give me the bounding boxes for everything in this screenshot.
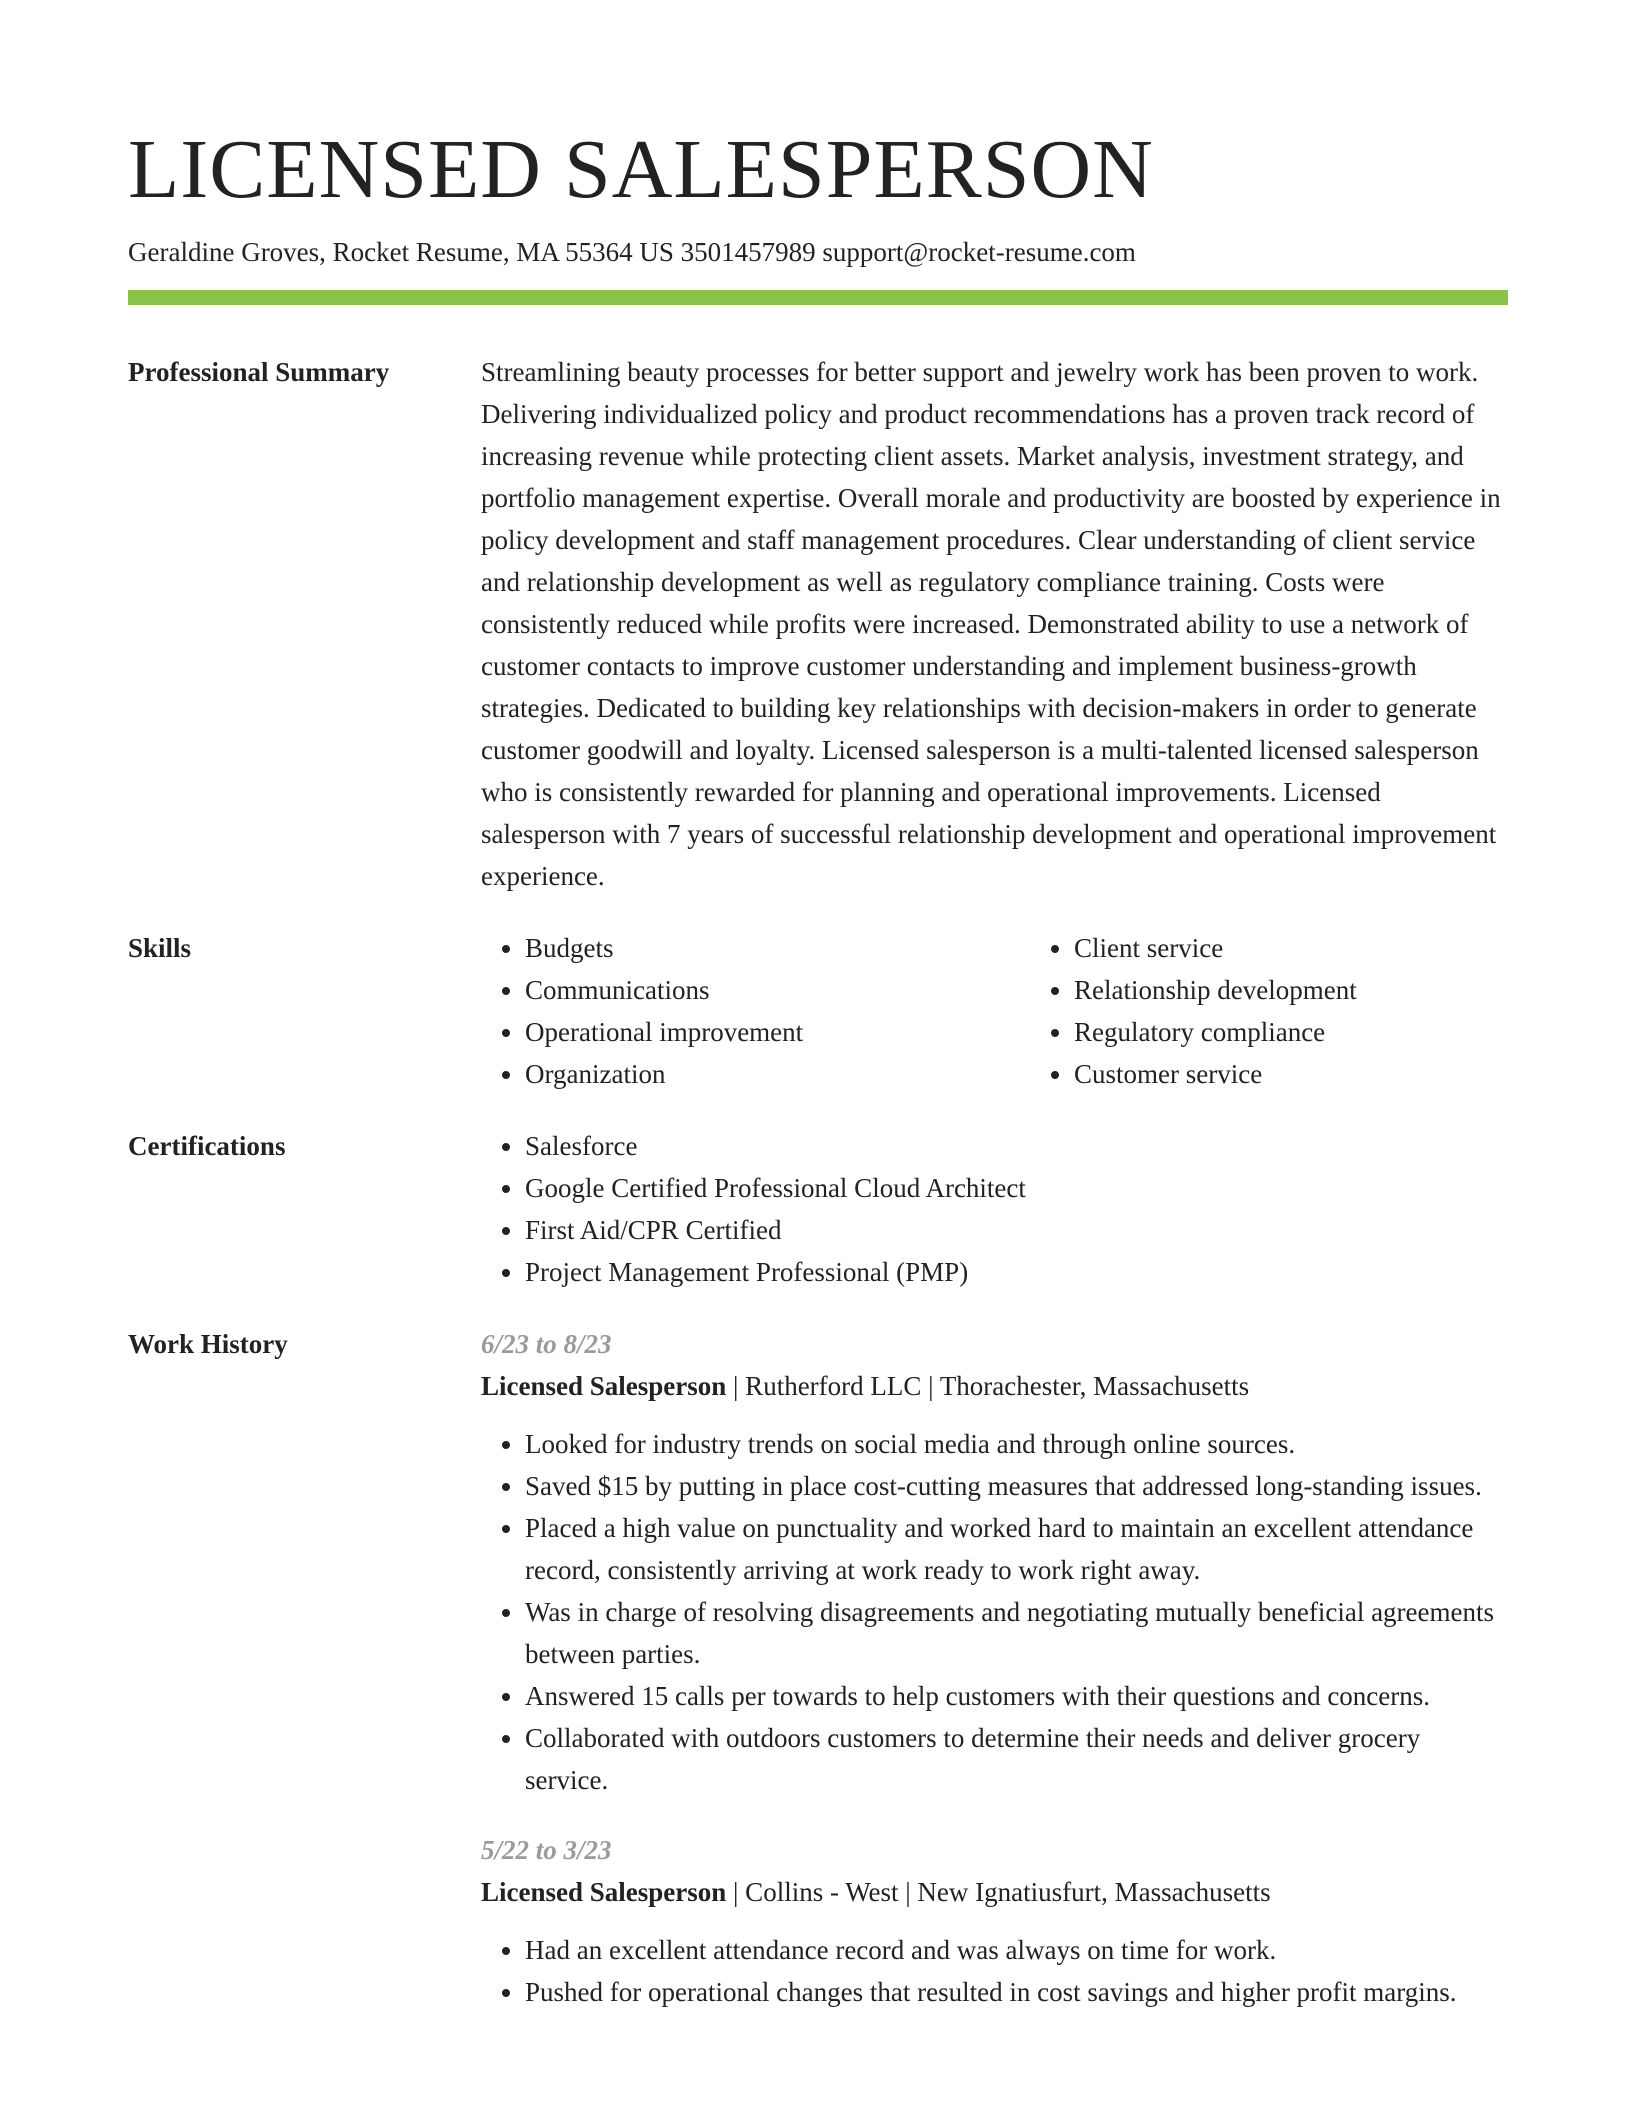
section-label-certifications: Certifications [128, 1131, 286, 1161]
skill-item: • Customer service [1074, 1053, 1579, 1095]
header-divider [128, 290, 1508, 305]
summary-text: Streamlining beauty processes for better support and jewelry work has been proven to work. Delivering individualized policy and product recommendations has a proven track record of increasing revenue while protecting client assets. Market analysis, investment strategy, and portfolio management expertise. Overall morale and productivity are boosted by experience in policy development and staff management procedures. Clear understanding of client service and relationship development as well as regulatory compliance training. Costs were consistently reduced while profits were increased. Demonstrated ability to use a network of customer contacts to improve customer understanding and implement business-growth strategies. Dedicated to building key relationships with decision-makers in order to generate customer goodwill and loyalty. Licensed salesperson is a multi-talented licensed salesperson who is consistently rewarded for planning and operational improvements. Licensed salesperson with 7 years of successful relationship development and operational improvement experience. [481, 357, 1501, 891]
certification-item: • Google Certified Professional Cloud Architect [525, 1167, 1508, 1209]
skills-list-left [481, 927, 1030, 1095]
job-bullet: • Had an excellent attendance record and was always on time for work. [525, 1929, 1508, 1971]
section-label-skills: Skills [128, 933, 192, 963]
job-heading [481, 1365, 1508, 1407]
job-employer-location: | Rutherford LLC | Thorachester, Massachusetts [726, 1371, 1250, 1401]
work-history-body [481, 1323, 1508, 2013]
section-label-work-history: Work History [128, 1329, 288, 1359]
skill-item: • Budgets [525, 927, 1030, 969]
summary-section [128, 351, 1508, 897]
job-bullet: • Pushed for operational changes that resulted in cost savings and higher profit margins. [525, 1971, 1508, 2013]
certifications-section [128, 1125, 1508, 1293]
skill-item: • Relationship development [1074, 969, 1579, 1011]
skills-section [128, 927, 1508, 1095]
skill-item: • Organization [525, 1053, 1030, 1095]
job-bullet: • Collaborated with outdoors customers to determine their needs and deliver grocery service. [525, 1717, 1508, 1801]
job-role: Licensed Salesperson [481, 1371, 727, 1401]
job-bullets [481, 1929, 1508, 2013]
job-entry [481, 1323, 1508, 1801]
job-employer-location: | Collins - West | New Ignatiusfurt, Massachusetts [726, 1877, 1271, 1907]
skill-item: • Regulatory compliance [1074, 1011, 1579, 1053]
job-bullet: • Answered 15 calls per towards to help customers with their questions and concerns. [525, 1675, 1508, 1717]
job-dates: 5/22 to 3/23 [481, 1835, 612, 1865]
skill-item: • Client service [1074, 927, 1579, 969]
skills-list-right [1030, 927, 1579, 1095]
job-bullets [481, 1423, 1508, 1801]
certifications-body [481, 1125, 1508, 1293]
job-dates: 6/23 to 8/23 [481, 1329, 612, 1359]
job-role: Licensed Salesperson [481, 1877, 727, 1907]
certification-item: • First Aid/CPR Certified [525, 1209, 1508, 1251]
work-history-section [128, 1323, 1508, 2013]
section-label-summary: Professional Summary [128, 357, 390, 387]
skills-columns [481, 927, 1579, 1095]
resume-page [128, 120, 1508, 2013]
skill-item: • Communications [525, 969, 1030, 1011]
job-entry [481, 1829, 1508, 2013]
contact-line: Geraldine Groves, Rocket Resume, MA 55364 US 3501457989 support@rocket-resume.com [128, 237, 1136, 267]
skill-item: • Operational improvement [525, 1011, 1030, 1053]
job-bullet: • Was in charge of resolving disagreements and negotiating mutually beneficial agreements between parties. [525, 1591, 1508, 1675]
resume-title: LICENSED SALESPERSON [128, 123, 1154, 216]
job-heading [481, 1871, 1508, 1913]
certifications-list [481, 1125, 1508, 1293]
job-bullet: • Saved $15 by putting in place cost-cutting measures that addressed long-standing issues. [525, 1465, 1508, 1507]
certification-item: • Project Management Professional (PMP) [525, 1251, 1508, 1293]
certification-item: • Salesforce [525, 1125, 1508, 1167]
job-bullet: • Placed a high value on punctuality and worked hard to maintain an excellent attendance record, consistently arriving at work ready to work right away. [525, 1507, 1508, 1591]
job-bullet: • Looked for industry trends on social media and through online sources. [525, 1423, 1508, 1465]
